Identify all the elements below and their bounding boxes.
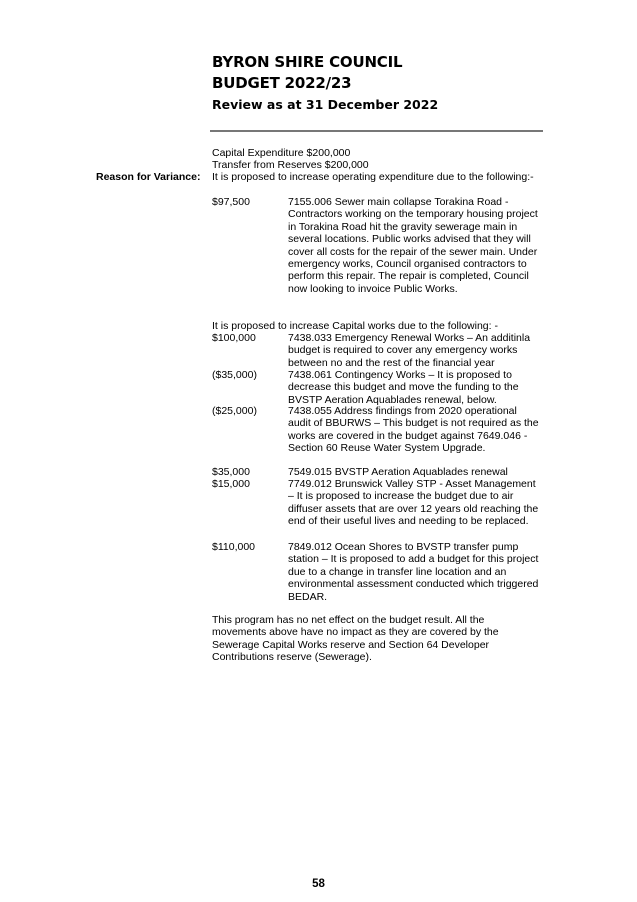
header-divider [210, 130, 543, 132]
transfer-from-reserves: Transfer from Reserves $200,000 [212, 159, 369, 171]
item-amount: ($25,000) [212, 405, 257, 417]
review-date: Review as at 31 December 2022 [212, 97, 439, 112]
item-description: 7438.033 Emergency Renewal Works – An additinla budget is required to cover any emergency works between no and the rest of the financial year [288, 332, 531, 369]
item-amount: $15,000 [212, 478, 250, 490]
reason-label: Reason for Variance: [96, 171, 201, 183]
capital-intro: It is proposed to increase Capital works due to the following: - [212, 320, 498, 332]
operating-item [212, 196, 542, 295]
item-description: 7749.012 Brunswick Valley STP - Asset Management – It is proposed to increase the budget due to air diffuser assets that are over 12 years old reaching the end of their useful lives and needing to be replaced. [288, 478, 539, 528]
page-header [212, 52, 438, 114]
capital-item [212, 541, 542, 603]
item-amount: $35,000 [212, 466, 250, 478]
item-amount: $97,500 [212, 196, 250, 208]
capital-item [212, 478, 542, 528]
capital-item [212, 332, 542, 369]
capital-item [212, 369, 542, 406]
capital-item [212, 405, 542, 455]
page-number: 58 [312, 878, 325, 890]
item-amount: $100,000 [212, 332, 256, 344]
item-description: 7438.055 Address findings from 2020 operational audit of BBURWS – This budget is not required as the works are covered in the budget against 7649.046 - Section 60 Reuse Water System Upgrade. [288, 405, 539, 455]
capital-expenditure: Capital Expenditure $200,000 [212, 147, 351, 159]
item-description: 7549.015 BVSTP Aeration Aquablades renewal [288, 466, 508, 478]
reason-intro: It is proposed to increase operating expenditure due to the following:- [212, 171, 534, 183]
conclusion-paragraph: This program has no net effect on the budget result. All the movements above have no impact as they are covered by the Sewerage Capital Works reserve and Section 64 Developer Contributions reserve (Sewerage). [212, 614, 499, 664]
item-amount: ($35,000) [212, 369, 257, 381]
item-description: 7438.061 Contingency Works – It is proposed to decrease this budget and move the funding to the BVSTP Aeration Aquablades renewal, below. [288, 369, 519, 406]
item-description: 7849.012 Ocean Shores to BVSTP transfer pump station – It is proposed to add a budget for this project due to a change in transfer line location and an environmental assessment conducted which triggered BEDAR. [288, 541, 539, 603]
council-name: BYRON SHIRE COUNCIL [212, 53, 403, 71]
item-amount: $110,000 [212, 541, 256, 553]
budget-title: BUDGET 2022/23 [212, 74, 352, 92]
capital-item [212, 466, 542, 478]
item-description: 7155.006 Sewer main collapse Torakina Road - Contractors working on the temporary housing project in Torakina Road hit the gravity sewerage main in several locations. Public works advised that they will cover all costs for the repair of the sewer main. Under emergency works, Council organised contractors to perform this repair. The repair is completed, Council now looking to invoice Public Works. [288, 196, 538, 295]
